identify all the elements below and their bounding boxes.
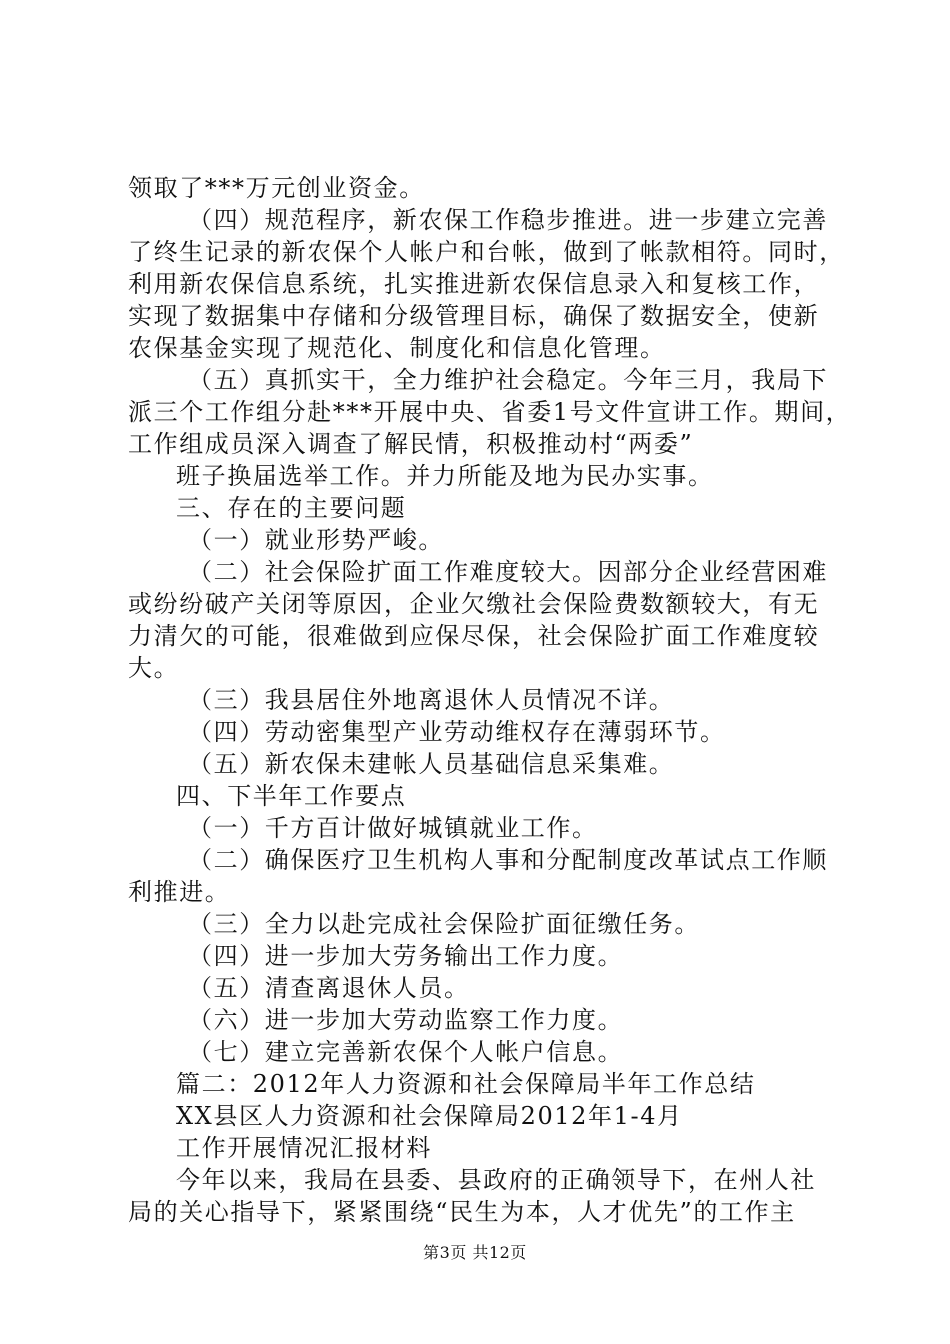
text-line: 力清欠的可能，很难做到应保尽保，社会保险扩面工作难度较 xyxy=(128,622,820,650)
text-line: （五）清查离退休人员。 xyxy=(188,974,470,1002)
text-line: 局的关心指导下，紧紧围绕“民生为本，人才优先”的工作主 xyxy=(128,1198,796,1226)
text-line: （二）确保医疗卫生机构人事和分配制度改革试点工作顺 xyxy=(188,846,828,874)
text-line: （三）全力以赴完成社会保险扩面征缴任务。 xyxy=(188,910,700,938)
text-line: （六）进一步加大劳动监察工作力度。 xyxy=(188,1006,624,1034)
text-line: 三、存在的主要问题 xyxy=(176,494,407,522)
text-line: 班子换届选举工作。并力所能及地为民办实事。 xyxy=(176,462,714,490)
text-line: 派三个工作组分赴***开展中央、省委1号文件宣讲工作。期间， xyxy=(128,398,852,426)
text-line: （三）我县居住外地离退休人员情况不详。 xyxy=(188,686,675,714)
text-line: （二）社会保险扩面工作难度较大。因部分企业经营困难 xyxy=(188,558,828,586)
page-footer: 第3页 共12页 xyxy=(423,1243,527,1262)
text-line: （五）新农保未建帐人员基础信息采集难。 xyxy=(188,750,675,778)
text-line: （五）真抓实干，全力维护社会稳定。今年三月，我局下 xyxy=(188,366,828,394)
text-line: 篇二：2012年人力资源和社会保障局半年工作总结 xyxy=(176,1070,756,1098)
text-line: （四）进一步加大劳务输出工作力度。 xyxy=(188,942,624,970)
text-line: 或纷纷破产关闭等原因，企业欠缴社会保险费数额较大，有无 xyxy=(128,590,820,618)
text-line: 四、下半年工作要点 xyxy=(176,782,407,810)
text-line: （四）规范程序，新农保工作稳步推进。进一步建立完善 xyxy=(188,206,828,234)
text-line: 农保基金实现了规范化、制度化和信息化管理。 xyxy=(128,334,666,362)
text-line: 实现了数据集中存储和分级管理目标，确保了数据安全，使新 xyxy=(128,302,820,330)
text-line: （一）就业形势严峻。 xyxy=(188,526,444,554)
text-line: 今年以来，我局在县委、县政府的正确领导下，在州人社 xyxy=(176,1166,816,1194)
text-line: 利推进。 xyxy=(128,878,231,906)
text-line: 工作组成员深入调查了解民情，积极推动村“两委” xyxy=(128,430,694,458)
text-line: （四）劳动密集型产业劳动维权存在薄弱环节。 xyxy=(188,718,726,746)
text-line: XX县区人力资源和社会保障局2012年1-4月 xyxy=(176,1102,683,1130)
text-line: （一）千方百计做好城镇就业工作。 xyxy=(188,814,598,842)
text-line: 大。 xyxy=(128,654,180,682)
text-line: 了终生记录的新农保个人帐户和台帐，做到了帐款相符。同时， xyxy=(128,238,845,266)
text-line: 工作开展情况汇报材料 xyxy=(176,1134,432,1162)
text-line: （七）建立完善新农保个人帐户信息。 xyxy=(188,1038,624,1066)
document-body xyxy=(128,172,852,1228)
text-line: 领取了***万元创业资金。 xyxy=(128,174,425,202)
text-line: 利用新农保信息系统，扎实推进新农保信息录入和复核工作， xyxy=(128,270,820,298)
